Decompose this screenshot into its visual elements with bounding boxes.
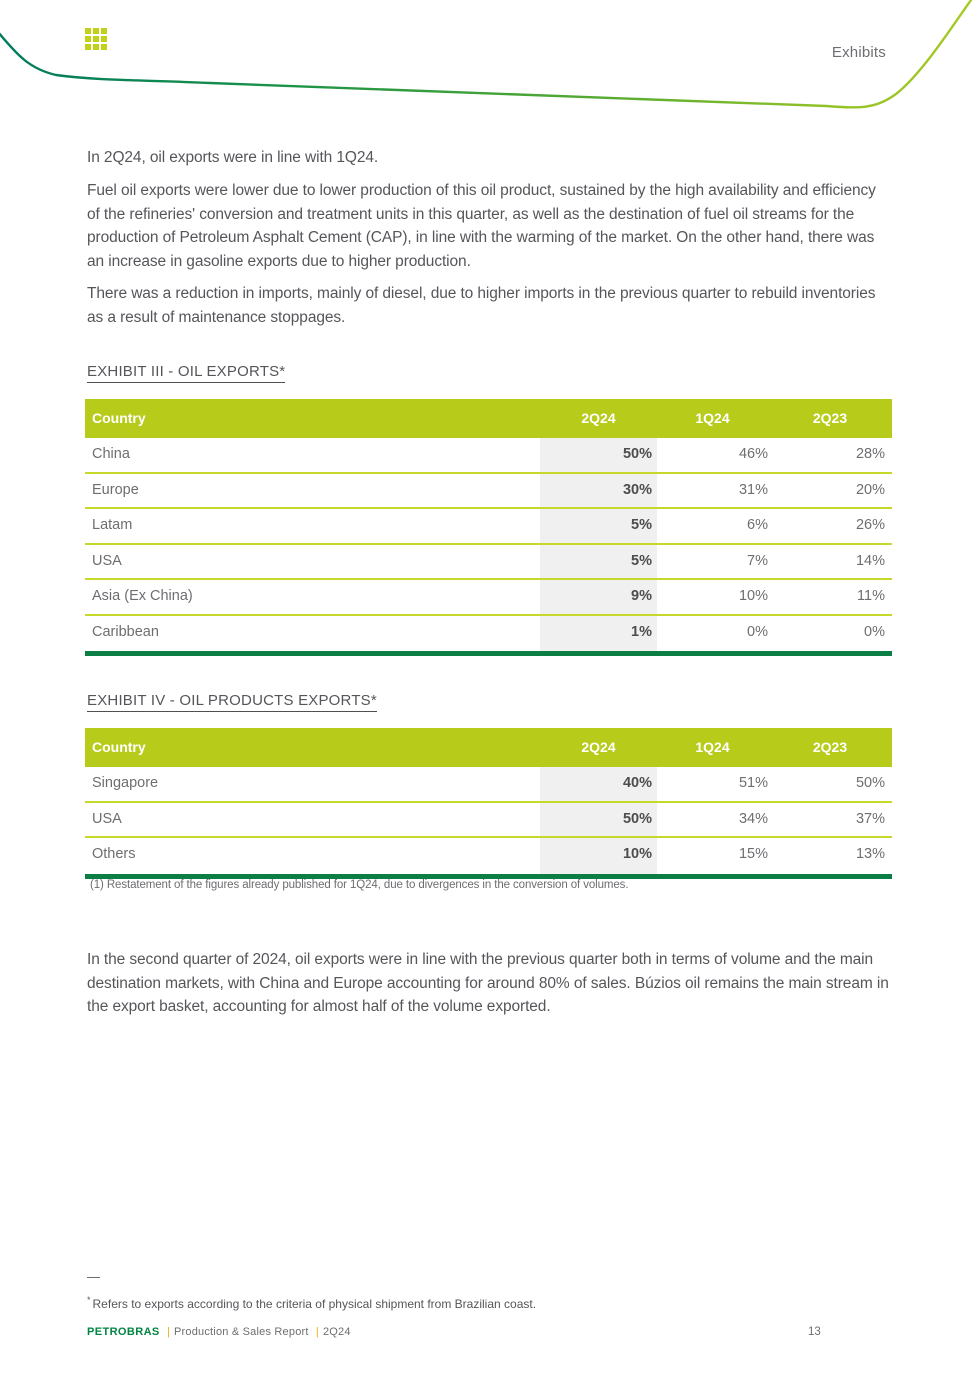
table-bottom-bar <box>85 874 892 879</box>
q2-23-cell: 26% <box>855 517 885 533</box>
table-row <box>85 616 892 652</box>
footnote-marker: * <box>87 1295 91 1305</box>
paragraph-exports-summary: In 2Q24, oil exports were in line with 1Q24. <box>87 149 379 166</box>
header-curve-line <box>0 0 978 125</box>
q2-24-cell: 50% <box>540 803 657 837</box>
footer-separator: | <box>315 1326 319 1338</box>
q2-23-cell: 13% <box>855 846 885 862</box>
q1-24-cell: 7% <box>747 552 768 569</box>
q2-23-cell: 20% <box>855 481 885 498</box>
q1-24-cell: 51% <box>738 775 768 791</box>
q2-24-cell: 5% <box>540 509 657 543</box>
exhibit-iv-title: EXHIBIT IV - OIL PRODUCTS EXPORTS* <box>87 692 377 712</box>
table-row <box>85 438 892 474</box>
table-row <box>85 474 892 510</box>
footnote-divider <box>87 1277 100 1278</box>
column-header-1q24: 1Q24 <box>695 739 730 755</box>
exhibit-iii-title: EXHIBIT III - OIL EXPORTS* <box>87 363 285 383</box>
report-title: Production & Sales Report <box>174 1326 309 1338</box>
table-row <box>85 580 892 616</box>
q2-24-cell: 5% <box>540 545 657 579</box>
footer-separator: | <box>166 1326 170 1338</box>
q2-24-cell: 10% <box>540 838 657 874</box>
table-body <box>85 438 892 651</box>
column-header-2q23: 2Q23 <box>812 410 848 426</box>
table-header-row <box>85 399 892 438</box>
q2-23-cell: 37% <box>855 810 885 827</box>
q2-24-cell: 9% <box>540 580 657 614</box>
table-row <box>85 803 892 839</box>
country-cell: Others <box>92 846 136 862</box>
q1-24-cell: 6% <box>747 517 768 533</box>
q2-24-cell: 1% <box>540 616 657 652</box>
q1-24-cell: 15% <box>738 846 768 862</box>
table-bottom-bar <box>85 651 892 656</box>
column-header-country: Country <box>92 410 146 426</box>
table-row <box>85 838 892 874</box>
table-row <box>85 767 892 803</box>
table-row <box>85 509 892 545</box>
q1-24-cell: 10% <box>738 588 768 604</box>
paragraph-fuel-oil: Fuel oil exports were lower due to lower production of this oil product, sustained by the high availability and efficiency of the refineries' conversion and treatment units in this quarter, as well as the destination of fuel oil streams for the production of Petroleum Asphalt Cement (CAP), in line with the warming of the market. On the other hand, there was an increase in gasoline exports due to higher production. <box>87 182 876 270</box>
q2-23-cell: 11% <box>857 588 885 604</box>
q2-23-cell: 0% <box>864 623 885 640</box>
oil-exports-table <box>85 399 892 656</box>
country-cell: China <box>92 446 130 462</box>
q2-24-cell: 30% <box>540 474 657 508</box>
paragraph-second-quarter: In the second quarter of 2024, oil exports were in line with the previous quarter both in terms of volume and the main destination markets, with China and Europe accounting for around 80% of sales. Búzios oil remains the main stream in the export basket, accounting for almost half of the volume exported. <box>87 951 889 1015</box>
section-label: Exhibits <box>831 44 886 61</box>
q2-23-cell: 50% <box>855 775 885 791</box>
q1-24-cell: 34% <box>738 810 768 827</box>
country-cell: Europe <box>92 481 139 498</box>
country-cell: USA <box>92 810 122 827</box>
footer-bar <box>87 1326 351 1338</box>
restatement-footnote: (1) Restatement of the figures already published for 1Q24, due to divergences in the conversion of volumes. <box>90 879 629 891</box>
report-period: 2Q24 <box>322 1326 351 1338</box>
brand-name: PETROBRAS <box>87 1326 160 1338</box>
country-cell: Caribbean <box>92 623 159 640</box>
table-body <box>85 767 892 874</box>
table-row <box>85 545 892 581</box>
q1-24-cell: 46% <box>738 446 768 462</box>
q2-23-cell: 28% <box>855 446 885 462</box>
q2-23-cell: 14% <box>855 552 885 569</box>
country-cell: Latam <box>92 517 133 533</box>
petrobras-grid-icon <box>85 28 107 50</box>
oil-products-exports-table <box>85 728 892 879</box>
q1-24-cell: 0% <box>747 623 768 640</box>
table-header-row <box>85 728 892 767</box>
country-cell: USA <box>92 552 122 569</box>
column-header-2q23: 2Q23 <box>812 739 848 755</box>
page-number: 13 <box>808 1326 821 1338</box>
q2-24-cell: 50% <box>540 438 657 472</box>
country-cell: Asia (Ex China) <box>92 588 193 604</box>
column-header-1q24: 1Q24 <box>695 410 730 426</box>
q2-24-cell: 40% <box>540 767 657 801</box>
q1-24-cell: 31% <box>738 481 768 498</box>
column-header-country: Country <box>92 739 146 755</box>
column-header-2q24: 2Q24 <box>581 739 616 755</box>
paragraph-imports: There was a reduction in imports, mainly of diesel, due to higher imports in the previous quarter to rebuild inventories as a result of maintenance stoppages. <box>87 285 876 326</box>
column-header-2q24: 2Q24 <box>581 410 616 426</box>
asterisk-footnote: * Refers to exports according to the criteria of physical shipment from Brazilian coast. <box>87 1295 537 1311</box>
country-cell: Singapore <box>92 775 159 791</box>
